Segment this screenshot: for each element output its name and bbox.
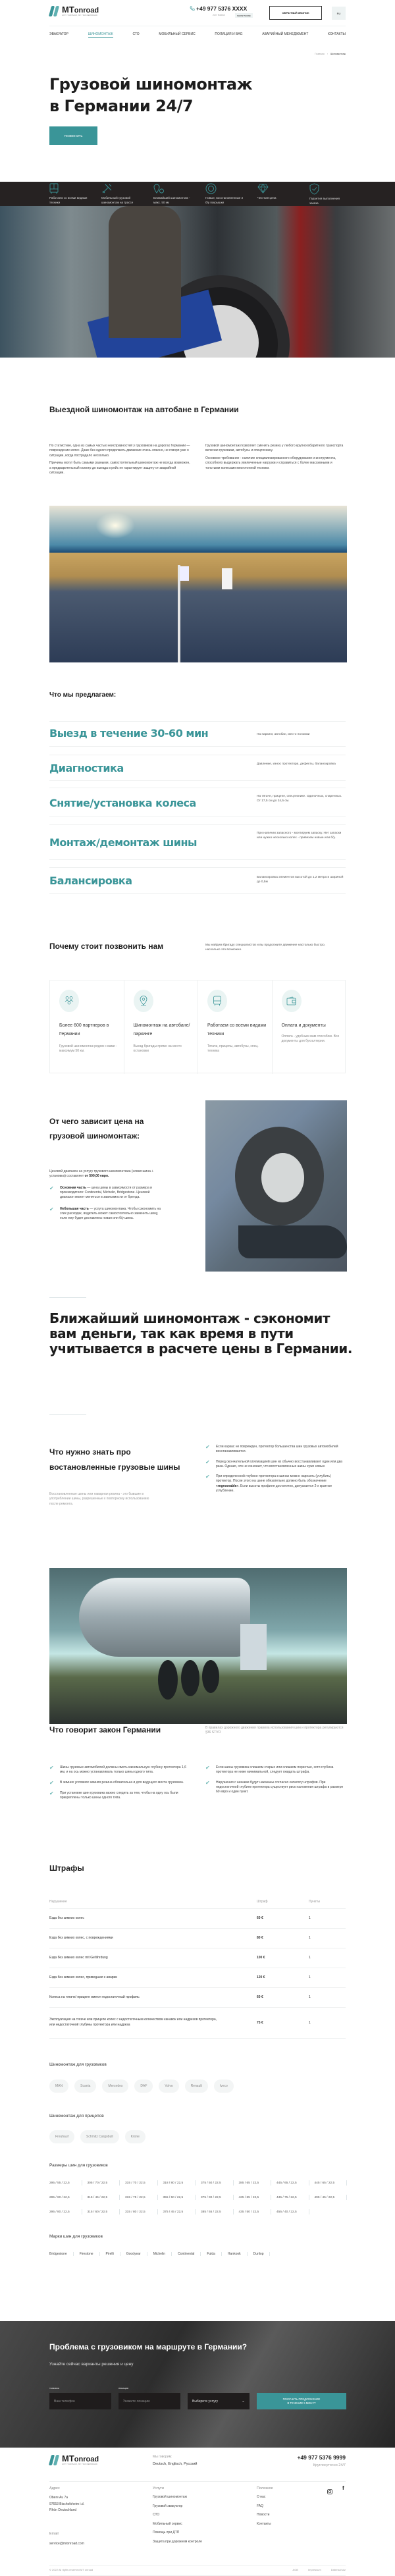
offer-row: Балансировка Балансировка элементов высотой до 1,2 метра и шириной до 0,5м [49,867,346,894]
submit-offer-button[interactable]: ПОЛУЧИТЬ ПРЕДЛОЖЕНИЕ В ТЕЧЕНИЕ 5 МИНУТ [257,2393,346,2409]
law-point: ✔ Нарушения с шинами будут наказаны согласно каталогу штрафов. При недостаточной глубине протектора существует риск наложения штрафа в размере 60 евро и один пункт. [205,1779,344,1794]
check-icon: ✔ [49,1206,54,1212]
size-link[interactable]: 315 / 70 / 22,5 [125,2176,163,2190]
why-card: Работаем со всеми видами техники Тягачи, прицепы, автобусы, спец. техника [198,980,273,1074]
show-phone-button[interactable]: SHOW PHONE [235,13,253,18]
why-card: Оплата и документы Оплата - удобным вам способом. Все документы для бухгалтерии. [273,980,347,1074]
size-link[interactable]: 315 / 80 / 22,5 [125,2205,163,2219]
size-link[interactable]: 445 / 65 / 22,5 [276,2176,315,2190]
tag-volvo[interactable]: Volvo [159,2080,178,2093]
footer-bottom-line [49,2565,346,2566]
why-title-block [49,942,191,951]
size-link[interactable]: 455 / 40 / 22,5 [276,2205,315,2219]
brand-link[interactable]: Bridgestone [49,2252,74,2256]
footer-link[interactable]: Новости [257,2513,270,2517]
intro-section [49,405,346,414]
brand-link[interactable]: Pirelli [106,2252,120,2256]
footer-link[interactable]: Защита при дорожном контроле [153,2539,202,2544]
size-link[interactable]: 445 / 65 / 22,5 [315,2176,353,2190]
header-phone[interactable]: +49 977 5376 XXXX [190,5,247,12]
tire-brands [49,2252,276,2256]
tag-mercedes[interactable]: Mercedes [102,2080,128,2093]
size-link[interactable]: 318 / 80 / 22,5 [163,2176,201,2190]
wallet-icon [282,990,302,1012]
law-title-block [49,1725,161,1734]
size-link[interactable]: 495 / 45 / 22,5 [315,2190,353,2205]
wheel-shape [158,1660,178,1700]
nav-item-tire-service[interactable]: ШИНОМОНТАЖ [88,32,113,36]
check-icon: ✔ [205,1444,210,1450]
intro-right: Грузовой шиномонтаж позволяет сменить резину у любого крупногабаритного транспорта включая грузовики, автобусы и спецтехнику. Основное требование - наличие специализированного оборудования и инструмента, способного выдержать увеличенные нагрузки и справиться с более массивными и толстыми колесами многотонной техники. [205,444,344,470]
price-point: ✔ Основная часть — цена шины в зависимости от размера и производителя: Continental, Michelin, Bridgestone. Ценовой диапазон может меняться в зависимости от бренда. [49,1185,152,1200]
breadcrumb-current: Шиномонтаж [330,53,346,55]
law-right [205,1765,344,1794]
tire-sizes [49,2176,359,2219]
logo-tagline: GOT YOUR BACK, MY TRUCKERFRIEND [62,14,98,16]
logo-mark-icon [49,2455,59,2465]
fines-table-wrap [49,1895,346,2039]
feature-item: Честная цена [257,188,297,201]
intro-left: По статистике, одна из самых частых неисправностей у грузовиков на дорогах Германии — повреждение колес. Даже без одного продолжать движение очень опасно, не говоря уже о ситуации, когда пострадало несколько. Причины могут быть самыми разными, самостоятельный шиномонтаж не всегда возможен, а предварительный осмотр до выезда в рейс не гарантирует защиту от аварийной ситуации. [49,444,190,475]
check-icon: ✔ [49,1779,54,1786]
size-link[interactable]: 315 / 45 / 22,5 [88,2190,126,2205]
price-intro: Ценовой диапазон на услугу грузового шиномонтажа (новая шина + установка) составляет от 500,00 евро. [49,1169,154,1179]
footer-link[interactable]: Грузовой эвакуатор [153,2504,183,2508]
facebook-icon[interactable]: f [342,2485,344,2491]
bus-icon [207,990,227,1012]
phone-label: ТЕЛЕФОН [49,2387,59,2390]
hotline-label: 24/7 Hotline [213,14,225,16]
size-link[interactable]: 305 / 70 / 22,5 [88,2176,126,2190]
tag-freuhauf[interactable]: Freuhauf [49,2130,74,2143]
fines-title-block [49,1864,84,1873]
footer-email[interactable]: service@mtonroad.com [49,2541,84,2546]
size-link[interactable]: 295 / 60 / 22,5 [49,2190,88,2205]
flat-tire-shape [238,1225,347,1258]
brand-link[interactable]: Hankook [228,2252,248,2256]
tag-man[interactable]: MAN [49,2080,68,2093]
legal-datenschutz[interactable]: Datenschutz [330,2568,346,2571]
check-icon: ✔ [205,1779,210,1786]
footer-useful: Полезное О нас FAQ Новости Контакты [257,2486,273,2529]
check-icon: ✔ [49,1185,54,1191]
size-link[interactable]: 385 / 55 / 22,5 [201,2205,239,2219]
law-subtitle: В правилах дорожного движения правила использования шин и протектора регулируются §36 STVO [205,1726,344,1735]
truck-shape [222,568,232,589]
callback-button[interactable]: ОБРАТНЫЙ ЗВОНОК [269,6,322,20]
tire-icon [205,183,217,194]
size-link[interactable]: 295 / 55 / 22,5 [49,2176,88,2190]
offer-row: Снятие/установка колеса На тягаче, прицепе, спецтехнике. Одиночных, спаренных. От 17,5 см до 24,5 см. [49,788,346,817]
flat-tire-image [205,1100,347,1272]
nav-item-tow[interactable]: ЭВАКУАТОР [49,32,68,36]
feature-item: Ближайший шиномонтаж - макс. 50 км [153,188,193,205]
wheel-shape [202,1660,219,1693]
brand-link[interactable]: Fulda [207,2252,222,2256]
sun-shape [95,512,135,539]
footer-divider [49,2481,346,2482]
phone-icon [190,6,195,11]
law-point: ✔ Если шины грузовика слишком старые или слишком пористые, хотя глубина протектора не ниже минимальной, следует ожидать штрафа. [205,1765,334,1775]
quote-divider-bottom [49,1414,86,1415]
partners-icon [59,990,79,1012]
tag-daf[interactable]: DAF [134,2080,153,2093]
feature-item: Мобильный грузовой шиномонтаж на трассе [101,188,141,205]
tools-icon [101,183,113,194]
cta-section [0,2321,395,2448]
cab-shape [240,1624,267,1670]
law-title: Что говорит закон Германии [49,1725,161,1734]
logo-mark-icon [49,6,59,16]
sizes-title: Размеры шин для грузовиков [49,2163,108,2168]
trailers-tags-title: Шиномонтаж для прицепов [49,2114,104,2118]
intro-title: Выездной шиномонтаж на автобане в Германии [49,405,239,414]
table-row: Езда без зимних колес mit Gefährdung 100 € 1 [49,1948,346,1968]
tag-scania[interactable]: Scania [74,2080,96,2093]
why-subtitle: Мы найдем бригаду специалистов и вы продолжите движение настолько быстро, насколько это возможно. [205,944,326,952]
size-link[interactable]: 435 / 50 / 22,5 [239,2205,277,2219]
logo[interactable] [49,5,99,16]
size-link[interactable]: 355 / 50 / 22,5 [163,2190,201,2205]
retread-points [205,1445,344,1493]
size-link[interactable]: 295 / 80 / 22,5 [49,2205,88,2219]
footer-link[interactable]: Мобильный сервис [153,2521,182,2526]
why-title: Почему стоит позвонить нам [49,942,164,951]
trucks-tags-title: Шиномонтаж для грузовиков [49,2062,107,2067]
footer-link[interactable]: О нас [257,2495,266,2499]
table-row: Эксплуатация на тягаче или прицепе колес с недостаточным количеством канавок или надрезов протектора, или недостаточной глубины протектора или надреза 75 € 1 [49,2007,346,2038]
logo-brand: onroad [74,7,99,14]
call-button[interactable]: ПОЗВОНИТЬ [49,126,97,145]
rim-shape [261,1153,304,1202]
offers-title: Что мы предлагаем: [49,691,117,699]
features-band [0,182,395,206]
legal-links [293,2568,346,2571]
law-point: ✔ В зимних условиях зимняя резина обязательна и для ведущего моста грузовика. [49,1779,184,1786]
footer-services: Услуги Грузовой шиномонтаж Грузовой эвакуатор СТО Мобильный сервис Помощь при ДТП Защита при дорожном контроле [153,2486,202,2546]
tag-renault[interactable]: Renault [185,2080,208,2093]
cta-title: Проблема с грузовиком на маршруте в Германии? [49,2342,248,2351]
price-body [49,1169,165,1221]
chevron-down-icon: ⌄ [241,2400,245,2403]
trailers-tags [49,2130,151,2143]
phone-input[interactable]: Ваш телефон [49,2393,111,2409]
law-left [49,1765,188,1800]
why-card: Более 600 партнеров в Германии Грузовой шиномонтаж рядом с вами - максимум 50 км. [50,980,124,1074]
price-title: От чего зависит цена на грузовой шиномонтаж: [49,1117,144,1140]
feature-item: Новые, восстановленные и б/у покрышки [205,188,245,205]
copyright: © 2022 All rights reserved MT onroad [49,2568,93,2571]
size-link[interactable]: 375 / 50 / 22,5 [201,2176,239,2190]
tanker-truck-image [49,1568,347,1724]
offers-list [49,721,346,905]
brand-link[interactable]: Continental [178,2252,201,2256]
why-cards [49,980,346,1073]
nav-item-contacts[interactable]: КОНТАКТЫ [327,32,346,36]
map-pin-icon [134,990,153,1012]
retread-desc: Восстановленные шины или наварная резина - это бывшие в употреблении шины, разрешенные к повторному использованию после ремонта. [49,1492,149,1506]
brand-link[interactable]: Michelin [153,2252,172,2256]
feature-item: Гарантия выполнения заказа [309,188,349,205]
table-row: Езда без зимних колес, с повреждениями 80 € 1 [49,1928,346,1948]
size-link[interactable]: 375 / 45 / 22,5 [163,2205,201,2219]
shield-check-icon [309,183,319,195]
tank-shape [79,1578,250,1657]
service-select[interactable]: Выберите услугу ⌄ [188,2393,250,2409]
footer-link[interactable]: Грузовой шиномонтаж [153,2495,187,2499]
retread-point: ✔ Перед окончательной утилизацией шин их обычно восстанавливают один или два раза. Однако, это не означает, что восстановленные шины хуже новых. [205,1459,343,1468]
check-icon: ✔ [49,1790,54,1796]
brands-title: Марки шин для грузовиков [49,2234,103,2239]
hero-title: Грузовой шиномонтаж в Германии 24/7 [49,75,252,115]
truck-shape [180,566,189,581]
size-link[interactable]: 445 / 75 / 22,5 [276,2190,315,2205]
language-switcher[interactable]: RU [332,7,346,20]
diamond-icon [257,183,269,194]
check-icon: ✔ [205,1474,210,1480]
price-title-block [49,1114,181,1143]
retread-point: ✔ Если каркас не поврежден, протектор большинства шин грузовых автомобилей восстанавливается. [205,1444,338,1454]
check-icon: ✔ [205,1459,210,1465]
size-link[interactable]: 315 / 75 / 22,5 [125,2190,163,2205]
offers-section [49,691,346,699]
size-link[interactable]: 425 / 65 / 22,5 [239,2190,277,2205]
tag-iveco[interactable]: Iveco [214,2080,234,2093]
check-icon: ✔ [49,1765,54,1771]
logo-brand-bold: MT [62,5,74,14]
law-point: ✔ При установке шин грузовика важно следить за тем, чтобы на одну ось были прикреплены только шины одного типа. [49,1790,178,1800]
offer-row: Монтаж/демонтаж шины При наличии запасного - монтируем запаску. Нет запаски или нужно несколько колес - привезем новые или б/у. [49,824,346,860]
location-gear-icon [153,183,165,194]
highway-trucks-image [49,506,347,662]
breadcrumb-separator-icon: › [327,53,328,55]
size-link[interactable]: 315 / 60 / 22,5 [88,2205,126,2219]
legal-impressum[interactable]: Impressum [307,2568,321,2571]
feature-item: Работаем со всеми видами техники [49,188,89,205]
offer-row: Диагностика Давление, износ протектора, дефекты, балансировка [49,755,346,781]
fines-table [49,1895,346,2039]
table-row: Езда без зимних колес, приведшая к аварии 120 € 1 [49,1968,346,1987]
cta-subtitle: Узнайте сейчас варианты решения и цену [49,2362,134,2367]
bus-icon [49,183,59,194]
breadcrumb-home[interactable]: Главная [315,53,325,55]
footer-logo[interactable]: MTonroad GOT YOUR BACK, MY TRUCKERFRIEND [49,2454,99,2465]
fines-title: Штрафы [49,1864,84,1873]
brand-link[interactable]: Firestone [80,2252,100,2256]
footer-languages: Deutsch, Englisch, Русский [153,2462,198,2466]
footer-languages-label: Мы говорим: [153,2455,172,2459]
price-point: ✔ Небольшая часть — услуга шиномонтажа. Чтобы сэкономить на этих расходах, водитель может самостоятельно заменить шину, если ему будет доставлена новая или б/у шина. [49,1206,161,1221]
nav-item-accident-management[interactable]: АВАРИЙНЫЙ МЕНЕДЖМЕНТ [262,32,309,36]
location-input[interactable]: Укажите локацию [118,2393,180,2409]
location-label: ЛОКАЦИЯ [118,2387,128,2390]
main-nav [49,32,346,38]
footer-link[interactable]: Помощь при ДТП [153,2531,180,2535]
tag-schmitz-cargobull[interactable]: Schmitz Cargobull [80,2130,119,2143]
trucks-tags [49,2080,240,2093]
wheel-shape [181,1660,199,1696]
retread-title-block [49,1445,181,1475]
table-row: Езда без зимних колес 60 € 1 [49,1908,346,1928]
nav-item-mobile-service[interactable]: МОБИЛЬНЫЙ СЕРВИС [159,32,196,36]
tag-krone[interactable]: Krone [125,2130,145,2143]
table-header-row: Нарушение Штраф Пункты [49,1899,320,1904]
mechanic-shape [109,206,181,338]
quote-text: Ближайший шиномонтаж - сэкономит вам деньги, так как время в пути учитывается в расчете цены в Германии. [49,1310,352,1356]
footer-phone-note: Круглосуточно 24/7 [313,2463,346,2467]
footer-address: Адрес Obere Au 7a 97653 Bischofsheim i.d. Rhön Deutschland Email service@mtonroad.com [49,2486,85,2546]
size-link[interactable]: 375 / 90 / 22,5 [201,2190,239,2205]
footer-phone[interactable]: +49 977 5376 9999 [297,2454,346,2461]
offer-row: Выезд в течение 30-60 мин На паркинг, автобан, место поломки [49,721,346,747]
hero-image-mechanic [0,206,395,358]
footer-link[interactable]: FAQ [257,2504,264,2508]
legal-agb[interactable]: AGB [292,2568,298,2571]
retread-point: ✔ При определенной глубине протектора в шинах можно нарезать (углубить) протектор. После этого на шине обязательно должно быть обозначение «regroovable». Если высоты профиля достаточно, допускается 2-х кратное углубление. [205,1474,332,1493]
quote-divider-top [49,1297,86,1298]
footer-link[interactable]: Контакты [257,2521,271,2526]
why-card: Шиномонтаж на автобане/паркинге Выезд бригады прямо на место остановки [124,980,199,1074]
instagram-icon[interactable] [327,2486,332,2498]
law-point: ✔ Шины грузовых автомобилей должны иметь минимальную глубину протектора 1,6 мм, и на ось можно устанавливать только шины одного типа. [49,1765,186,1775]
footer-link[interactable]: СТО [153,2513,160,2517]
nav-item-sto[interactable]: СТО [132,32,140,36]
size-link[interactable]: 385 / 65 / 22,5 [239,2176,277,2190]
table-row: Колеса на тягаче/ прицепе имеют недостаточный профиль 60 € 1 [49,1987,346,2007]
check-icon: ✔ [205,1765,210,1771]
brand-link[interactable]: Dunlop [253,2252,271,2256]
brand-link[interactable]: Goodyear [126,2252,147,2256]
nav-item-police-bag[interactable]: ПОЛИЦИЯ И BAG [215,32,243,36]
breadcrumb [315,53,346,55]
retread-title: Что нужно знать про востановленные грузовые шины [49,1447,180,1472]
